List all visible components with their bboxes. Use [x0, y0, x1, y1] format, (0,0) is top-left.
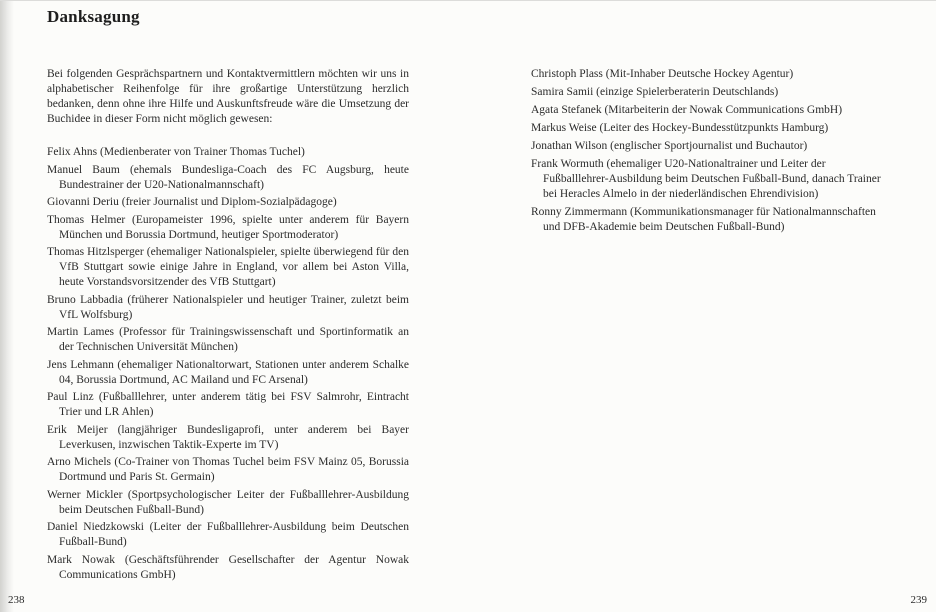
- acknowledgements-column-left: [47, 67, 409, 585]
- acknowledgements-column-right: [531, 67, 893, 238]
- acknowledgement-entry: Felix Ahns (Medienberater von Trainer Thomas Tuchel): [47, 146, 305, 158]
- intro-paragraph: Bei folgenden Gesprächspartnern und Kontaktvermittlern möchten wir uns in alphabetischer Reihenfolge für ihre großartige Unterstützung herzlich bedanken, denn ohne ihre Hilfe und Auskunftsfreude wäre die Umsetzung der Buchidee in dieser Form nicht möglich gewesen:: [47, 68, 409, 125]
- page-number-left: 238: [8, 594, 25, 606]
- acknowledgement-entry: Jens Lehmann (ehemaliger Nationaltorwart, Stationen unter anderem Schalke 04, Borussia Dortmund, AC Mailand und FC Arsenal): [47, 358, 409, 386]
- acknowledgement-entry: Daniel Niedzkowski (Leiter der Fußballlehrer-Ausbildung beim Deutschen Fußball-Bund): [47, 521, 409, 548]
- acknowledgement-entry: Mark Nowak (Geschäftsführender Gesellschafter der Agentur Nowak Communications GmbH): [47, 553, 409, 581]
- acknowledgement-entry: Erik Meijer (langjähriger Bundesligaprofi, unter anderem bei Bayer Leverkusen, inzwischen Taktik-Experte im TV): [47, 423, 409, 451]
- acknowledgement-entry: Christoph Plass (Mit-Inhaber Deutsche Hockey Agentur): [531, 68, 794, 80]
- page-number-right: 239: [910, 594, 927, 606]
- acknowledgement-entry: Manuel Baum (ehemals Bundesliga-Coach des FC Augsburg, heute Bundestrainer der U20-Nationalmannschaft): [47, 163, 409, 191]
- acknowledgement-entry: Samira Samii (einzige Spielerberaterin Deutschlands): [531, 86, 779, 98]
- acknowledgement-entry: Markus Weise (Leiter des Hockey-Bundesstützpunkts Hamburg): [531, 122, 829, 134]
- page-title: Danksagung: [47, 7, 140, 26]
- acknowledgement-entry: Giovanni Deriu (freier Journalist und Diplom-Sozialpädagoge): [47, 196, 337, 208]
- acknowledgement-entry: Arno Michels (Co-Trainer von Thomas Tuchel beim FSV Mainz 05, Borussia Dortmund und Paris St. Germain): [47, 456, 409, 483]
- acknowledgement-entry: Werner Mickler (Sportpsychologischer Leiter der Fußballlehrer-Ausbildung beim Deutschen Fußball-Bund): [47, 488, 409, 516]
- acknowledgement-entry: Ronny Zimmermann (Kommunikationsmanager für Nationalmannschaften und DFB-Akademie beim Deutschen Fußball-Bund): [531, 206, 876, 233]
- acknowledgement-entry: Martin Lames (Professor für Trainingswissenschaft und Sportinformatik an der Technischen Universität München): [47, 326, 409, 353]
- acknowledgement-entry: Agata Stefanek (Mitarbeiterin der Nowak Communications GmbH): [531, 104, 843, 116]
- acknowledgement-entry: Thomas Hitzlsperger (ehemaliger Nationalspieler, spielte überwiegend für den VfB Stuttgart sowie einige Jahre in England, vor allem bei Aston Villa, heute Vorstandsvorsitzender des VfB Stuttgart): [47, 246, 409, 288]
- acknowledgement-entry: Jonathan Wilson (englischer Sportjournalist und Buchautor): [531, 140, 808, 152]
- acknowledgement-entry: Frank Wormuth (ehemaliger U20-Nationaltrainer und Leiter der Fußballlehrer-Ausbildung beim Deutschen Fußball-Bund, danach Trainer bei Heracles Almelo in der niederländischen Ehrendivision): [531, 158, 881, 200]
- page-edge-shading: [0, 1, 14, 612]
- acknowledgement-entry: Bruno Labbadia (früherer Nationalspieler und heutiger Trainer, zuletzt beim VfL Wolfsburg): [47, 293, 409, 321]
- acknowledgement-entry: Paul Linz (Fußballlehrer, unter anderem tätig bei FSV Salmrohr, Eintracht Trier und LR Ahlen): [47, 391, 409, 418]
- acknowledgement-entry: Thomas Helmer (Europameister 1996, spielte unter anderem für Bayern München und Borussia Dortmund, heutiger Sportmoderator): [47, 213, 409, 241]
